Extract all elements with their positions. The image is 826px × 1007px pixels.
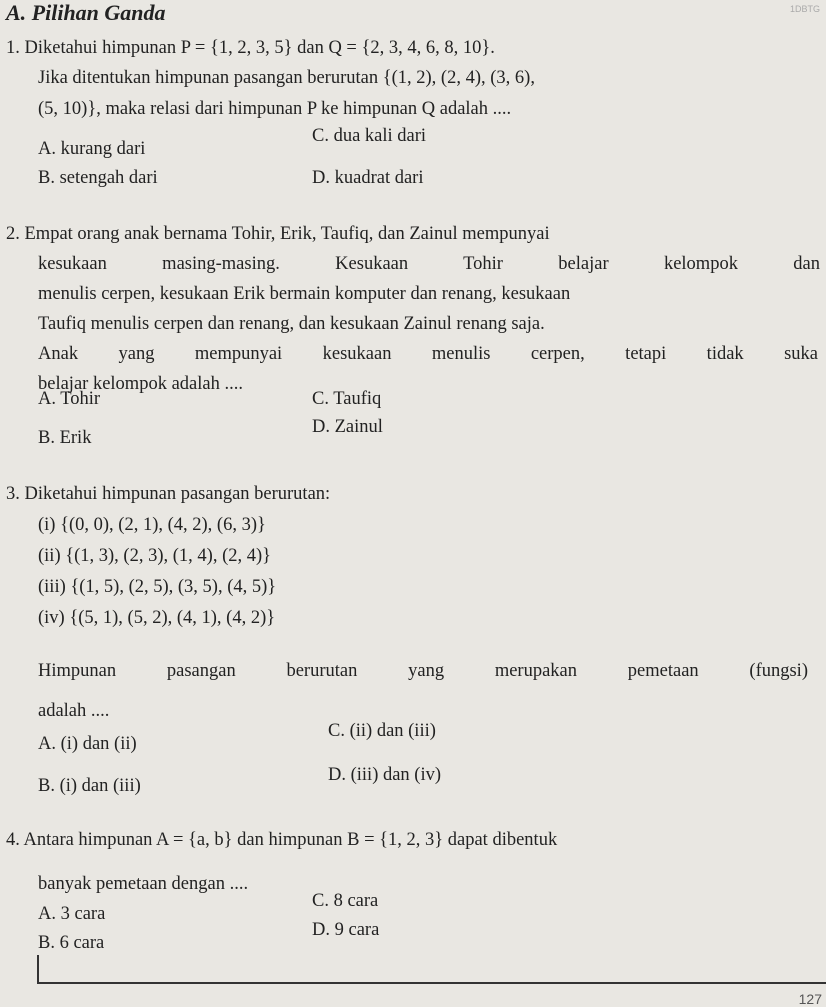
q3-question-line-2: adalah ....	[38, 701, 110, 721]
q3-item-iv: (iv) {(5, 1), (5, 2), (4, 1), (4, 2)}	[38, 608, 276, 628]
q3-option-d[interactable]: D. (iii) dan (iv)	[328, 765, 442, 785]
q1-option-b[interactable]: B. setengah dari	[38, 168, 158, 188]
q1-option-d[interactable]: D. kuadrat dari	[312, 168, 424, 188]
q1-line-3: (5, 10)}, maka relasi dari himpunan P ke himpunan Q adalah ....	[38, 99, 512, 119]
q4-option-d[interactable]: D. 9 cara	[312, 920, 380, 940]
q2-option-a[interactable]: A. Tohir	[38, 389, 101, 409]
page-border-vertical	[37, 955, 39, 984]
q1-option-c[interactable]: C. dua kali dari	[312, 126, 427, 146]
q3-item-iii: (iii) {(1, 5), (2, 5), (3, 5), (4, 5)}	[38, 577, 277, 597]
q3-intro: 3. Diketahui himpunan pasangan berurutan:	[6, 484, 331, 504]
q4-option-b[interactable]: B. 6 cara	[38, 933, 105, 953]
q2-line-2: kesukaan masing-masing. Kesukaan Tohir belajar kelompok dan	[38, 254, 820, 274]
q2-line-3: menulis cerpen, kesukaan Erik bermain komputer dan renang, kesukaan	[38, 284, 571, 304]
q2-line-6: belajar kelompok adalah ....	[38, 374, 243, 394]
q2-line-1: 2. Empat orang anak bernama Tohir, Erik, Taufiq, dan Zainul mempunyai	[6, 224, 550, 244]
q4-option-a[interactable]: A. 3 cara	[38, 904, 106, 924]
page-number: 127	[798, 991, 822, 1007]
q4-option-c[interactable]: C. 8 cara	[312, 891, 379, 911]
corner-mark: 1DBTG	[789, 4, 820, 14]
q2-option-c[interactable]: C. Taufiq	[312, 389, 382, 409]
q4-line-1: 4. Antara himpunan A = {a, b} dan himpunan B = {1, 2, 3} dapat dibentuk	[6, 830, 558, 850]
page-border-horizontal	[38, 982, 826, 984]
q2-option-d[interactable]: D. Zainul	[312, 417, 383, 437]
q3-option-c[interactable]: C. (ii) dan (iii)	[328, 721, 436, 741]
q3-option-b[interactable]: B. (i) dan (iii)	[38, 776, 141, 796]
q3-item-i: (i) {(0, 0), (2, 1), (4, 2), (6, 3)}	[38, 515, 266, 535]
q2-option-b[interactable]: B. Erik	[38, 428, 92, 448]
q3-question-line-1: Himpunan pasangan berurutan yang merupakan pemetaan (fungsi)	[38, 661, 808, 681]
q1-line-2: Jika ditentukan himpunan pasangan berurutan {(1, 2), (2, 4), (3, 6),	[38, 68, 535, 88]
section-title: A. Pilihan Ganda	[6, 0, 166, 25]
q1-line-1: 1. Diketahui himpunan P = {1, 2, 3, 5} dan Q = {2, 3, 4, 6, 8, 10}.	[6, 38, 495, 58]
q2-line-4: Taufiq menulis cerpen dan renang, dan kesukaan Zainul renang saja.	[38, 314, 545, 334]
q3-option-a[interactable]: A. (i) dan (ii)	[38, 734, 137, 754]
q4-line-2: banyak pemetaan dengan ....	[38, 874, 249, 894]
q3-item-ii: (ii) {(1, 3), (2, 3), (1, 4), (2, 4)}	[38, 546, 272, 566]
q1-option-a[interactable]: A. kurang dari	[38, 139, 146, 159]
q2-line-5: Anak yang mempunyai kesukaan menulis cerpen, tetapi tidak suka	[38, 344, 818, 364]
